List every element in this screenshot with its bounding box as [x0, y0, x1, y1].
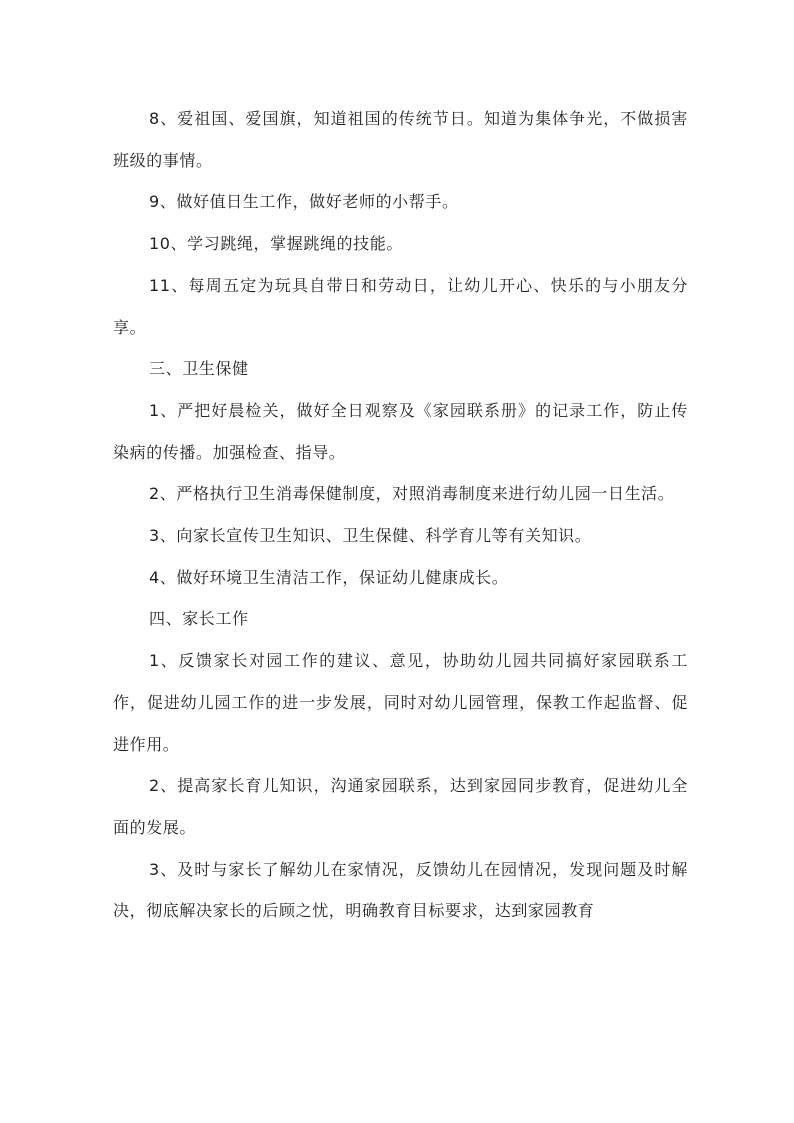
paragraph-item-8-patriotism: 8、爱祖国、爱国旗，知道祖国的传统节日。知道为集体争光，不做损害班级的事情。 — [113, 109, 688, 170]
paragraph-health-1: 1、严把好晨检关，做好全日观察及《家园联系册》的记录工作，防止传染病的传播。加强检查、指导。 — [113, 400, 688, 462]
paragraph-health-3: 3、向家长宣传卫生知识、卫生保健、科学育儿等有关知识。 — [149, 526, 592, 546]
document-body — [113, 98, 688, 932]
paragraph-health-4: 4、做好环境卫生清洁工作，保证幼儿健康成长。 — [149, 567, 509, 587]
paragraph-item-11-sharing: 11、每周五定为玩具自带日和劳动日，让幼儿开心、快乐的与小朋友分享。 — [113, 275, 688, 337]
section-heading-parents: 四、家长工作 — [149, 609, 249, 629]
paragraph-item-9-duty: 9、做好值日生工作，做好老师的小帮手。 — [149, 192, 459, 212]
section-heading-health: 三、卫生保健 — [149, 359, 249, 379]
paragraph-parents-1: 1、反馈家长对园工作的建议、意见，协助幼儿园共同搞好家园联系工作，促进幼儿园工作的进一步发展，同时对幼儿园管理，保教工作起监督、促进作用。 — [113, 651, 688, 754]
paragraph-parents-3: 3、及时与家长了解幼儿在家情况，反馈幼儿在园情况，发现问题及时解决，彻底解决家长的后顾之忧，明确教育目标要求，达到家园教育 — [113, 859, 688, 921]
paragraph-health-2: 2、严格执行卫生消毒保健制度，对照消毒制度来进行幼儿园一日生活。 — [149, 484, 675, 504]
paragraph-parents-2: 2、提高家长育儿知识，沟通家园联系，达到家园同步教育，促进幼儿全面的发展。 — [113, 776, 688, 837]
paragraph-item-10-jump-rope: 10、学习跳绳，掌握跳绳的技能。 — [149, 234, 403, 254]
